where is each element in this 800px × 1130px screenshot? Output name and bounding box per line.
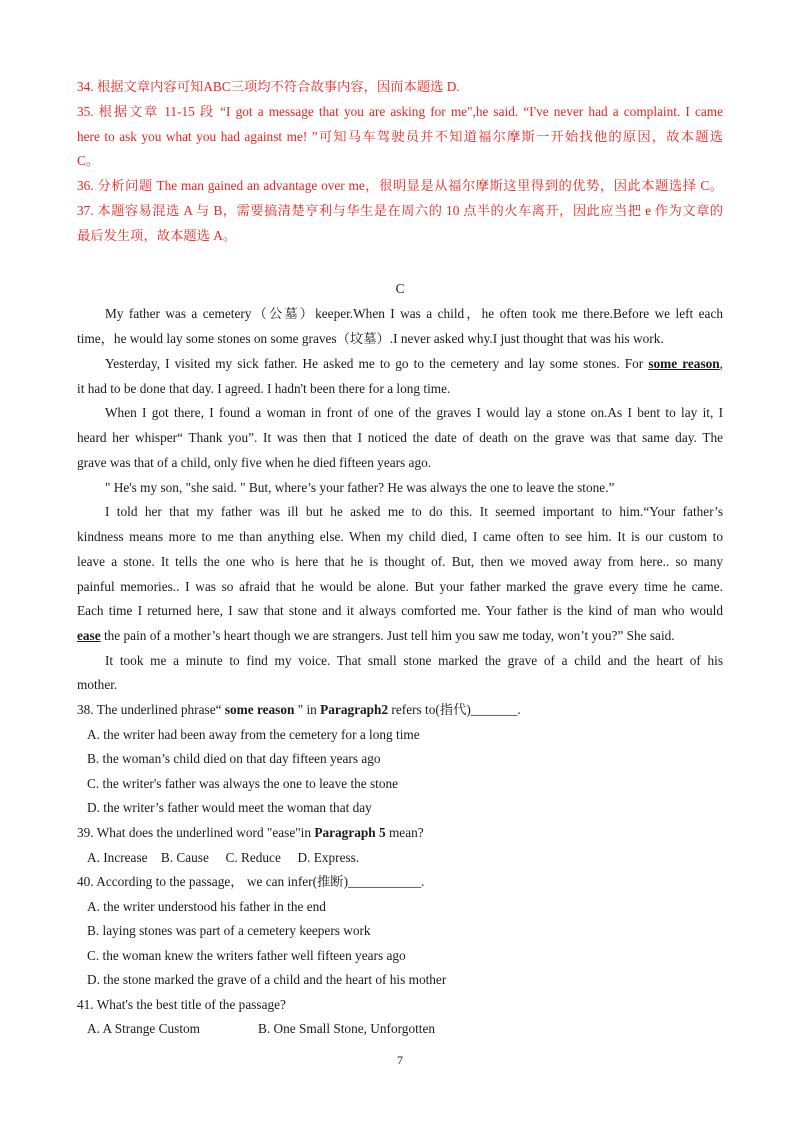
answer-37-line-1: 37. 本题容易混选 A 与 B，需要搞清楚亨利与华生是在周六的 10 点半的火车离开，因此应当把 e 作为文章的 — [77, 203, 723, 218]
answer-36: 36. 分析问题 The man gained an advantage over me，很明显是从福尔摩斯这里得到的优势，因此本题选择 C。 — [77, 178, 723, 193]
passage-text: the pain of a mother’s heart though we are strangers. Just tell him you saw me today, won’t you?” She said. — [100, 628, 675, 643]
passage-p5-line-6 — [77, 627, 723, 645]
q38-option-c: C. the writer's father was always the one to leave the stone — [87, 776, 399, 791]
q38-option-a: A. the writer had been away from the cemetery for a long time — [87, 727, 420, 742]
passage-p2-line-2: it had to be done that day. I agreed. I hadn't been there for a long time. — [77, 381, 451, 396]
underlined-word-ease: ease — [77, 628, 101, 643]
passage-text: , — [719, 356, 723, 371]
passage-p1-line-2: time，he would lay some stones on some graves（坟墓）.I never asked why.I just thought that was his work. — [77, 331, 664, 346]
passage-p5-line-4: painful memories.. I was so afraid that he would be alone. But your father marked the grave every time he came. — [77, 579, 723, 594]
passage-p5-line-3: leave a stone. It tells the one who is here that he is thought of. But, then we moved away from here.. so many — [77, 554, 723, 569]
passage-p5-line-5: Each time I returned here, I saw that stone and it always comforted me. Your father is the kind of man who would — [77, 603, 723, 618]
question-40: 40. According to the passage， we can infer(推断)___________. — [77, 874, 425, 889]
underlined-phrase-some-reason: some reason — [648, 356, 720, 371]
passage-p3-line-2: heard her whisper“ Thank you”. It was then that I noticed the date of death on the grave was that same day. The — [77, 430, 723, 445]
passage-p3-line-3: grave was that of a child, only five when he died fifteen years ago. — [77, 455, 432, 470]
passage-p2-line-1 — [105, 355, 723, 373]
question-bold: some reason — [224, 702, 295, 717]
question-bold: Paragraph 5 — [314, 825, 386, 840]
answer-34: 34. 根据文章内容可知ABC三项均不符合故事内容，因而本题选 D. — [77, 79, 460, 94]
section-title: C — [395, 281, 405, 296]
question-text: refers to(指代)_______. — [388, 702, 521, 717]
passage-p6-line-2: mother. — [77, 677, 118, 692]
q41-option-b: B. One Small Stone, Unforgotten — [258, 1021, 436, 1036]
passage-p5-line-2: kindness means more to me than anything else. When my child died, I came often to see him. It is our custom to — [77, 529, 723, 544]
question-text: 38. The underlined phrase“ — [77, 702, 225, 717]
passage-p6-line-1: It took me a minute to find my voice. That small stone marked the grave of a child and the heart of his — [105, 653, 723, 668]
passage-p4-line-1: " He's my son, "she said. " But, where’s your father? He was always the one to leave the stone.” — [105, 480, 615, 495]
q41-option-a: A. A Strange Custom — [87, 1021, 201, 1036]
question-bold: Paragraph2 — [320, 702, 389, 717]
passage-p5-line-1: I told her that my father was ill but he asked me to do this. It seemed important to him.“Your father’s — [105, 504, 723, 519]
q40-option-c: C. the woman knew the writers father well fifteen years ago — [87, 948, 406, 963]
answer-37-line-2: 最后发生项，故本题选 A。 — [77, 228, 237, 243]
q38-option-d: D. the writer’s father would meet the woman that day — [87, 800, 372, 815]
answer-35-line-2: here to ask you what you had against me! ”可知马车驾驶员并不知道福尔摩斯一开始找他的原因，故本题选 — [77, 129, 723, 144]
question-text: 39. What does the underlined word "ease"in — [77, 825, 315, 840]
q38-option-b: B. the woman’s child died on that day fifteen years ago — [87, 751, 381, 766]
question-text: mean? — [385, 825, 424, 840]
answer-35-line-1: 35. 根据文章 11-15 段 “I got a message that you are asking for me",he said. “I've never had a complaint. I came — [77, 104, 723, 119]
q39-options: A. Increase B. Cause C. Reduce D. Express. — [87, 850, 360, 865]
q40-option-d: D. the stone marked the grave of a child and the heart of his mother — [87, 972, 447, 987]
passage-p3-line-1: When I got there, I found a woman in front of one of the graves I would lay a stone on.As I bent to lay it, I — [105, 405, 723, 420]
question-text: " in — [294, 702, 321, 717]
passage-text: Yesterday, I visited my sick father. He asked me to go to the cemetery and lay some stones. For — [105, 356, 649, 371]
answer-35-line-3: C。 — [77, 153, 100, 168]
question-41: 41. What's the best title of the passage? — [77, 997, 286, 1012]
question-39 — [77, 824, 723, 842]
q40-option-b: B. laying stones was part of a cemetery keepers work — [87, 923, 371, 938]
question-38 — [77, 701, 723, 719]
page-number: 7 — [397, 1053, 403, 1067]
passage-p1-line-1: My father was a cemetery（公墓）keeper.When I was a child，he often took me there.Before we left each — [105, 306, 723, 321]
q40-option-a: A. the writer understood his father in the end — [87, 899, 326, 914]
